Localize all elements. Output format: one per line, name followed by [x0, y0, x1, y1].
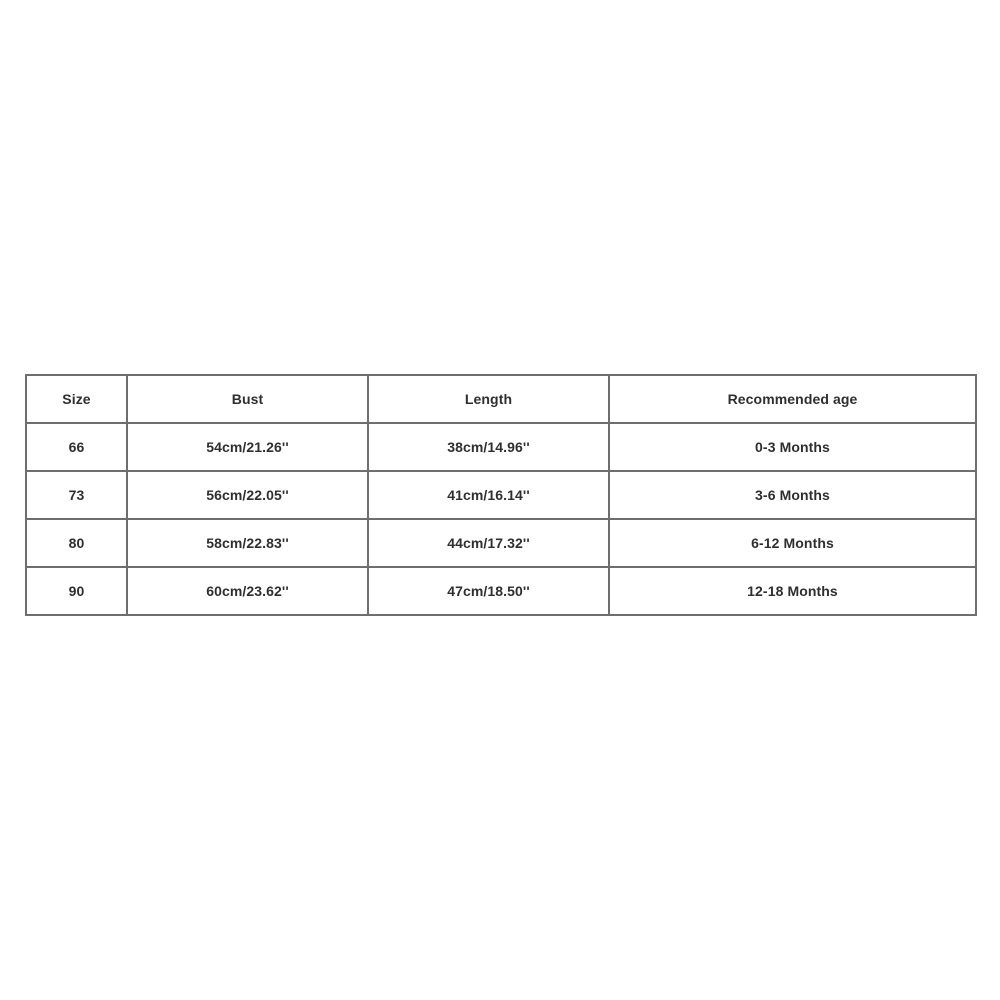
cell-size: 66 — [26, 423, 127, 471]
header-recommended-age: Recommended age — [609, 375, 976, 423]
cell-size: 73 — [26, 471, 127, 519]
cell-size: 80 — [26, 519, 127, 567]
cell-length: 44cm/17.32'' — [368, 519, 609, 567]
size-chart-table — [25, 374, 977, 616]
header-length: Length — [368, 375, 609, 423]
cell-length: 41cm/16.14'' — [368, 471, 609, 519]
cell-bust: 54cm/21.26'' — [127, 423, 368, 471]
table-row — [26, 471, 976, 519]
header-bust: Bust — [127, 375, 368, 423]
cell-bust: 60cm/23.62'' — [127, 567, 368, 615]
table-header-row — [26, 375, 976, 423]
header-size: Size — [26, 375, 127, 423]
cell-bust: 58cm/22.83'' — [127, 519, 368, 567]
cell-recommended-age: 0-3 Months — [609, 423, 976, 471]
cell-length: 47cm/18.50'' — [368, 567, 609, 615]
table-row — [26, 423, 976, 471]
cell-length: 38cm/14.96'' — [368, 423, 609, 471]
cell-size: 90 — [26, 567, 127, 615]
table-row — [26, 519, 976, 567]
cell-recommended-age: 3-6 Months — [609, 471, 976, 519]
cell-bust: 56cm/22.05'' — [127, 471, 368, 519]
table-row — [26, 567, 976, 615]
cell-recommended-age: 12-18 Months — [609, 567, 976, 615]
cell-recommended-age: 6-12 Months — [609, 519, 976, 567]
